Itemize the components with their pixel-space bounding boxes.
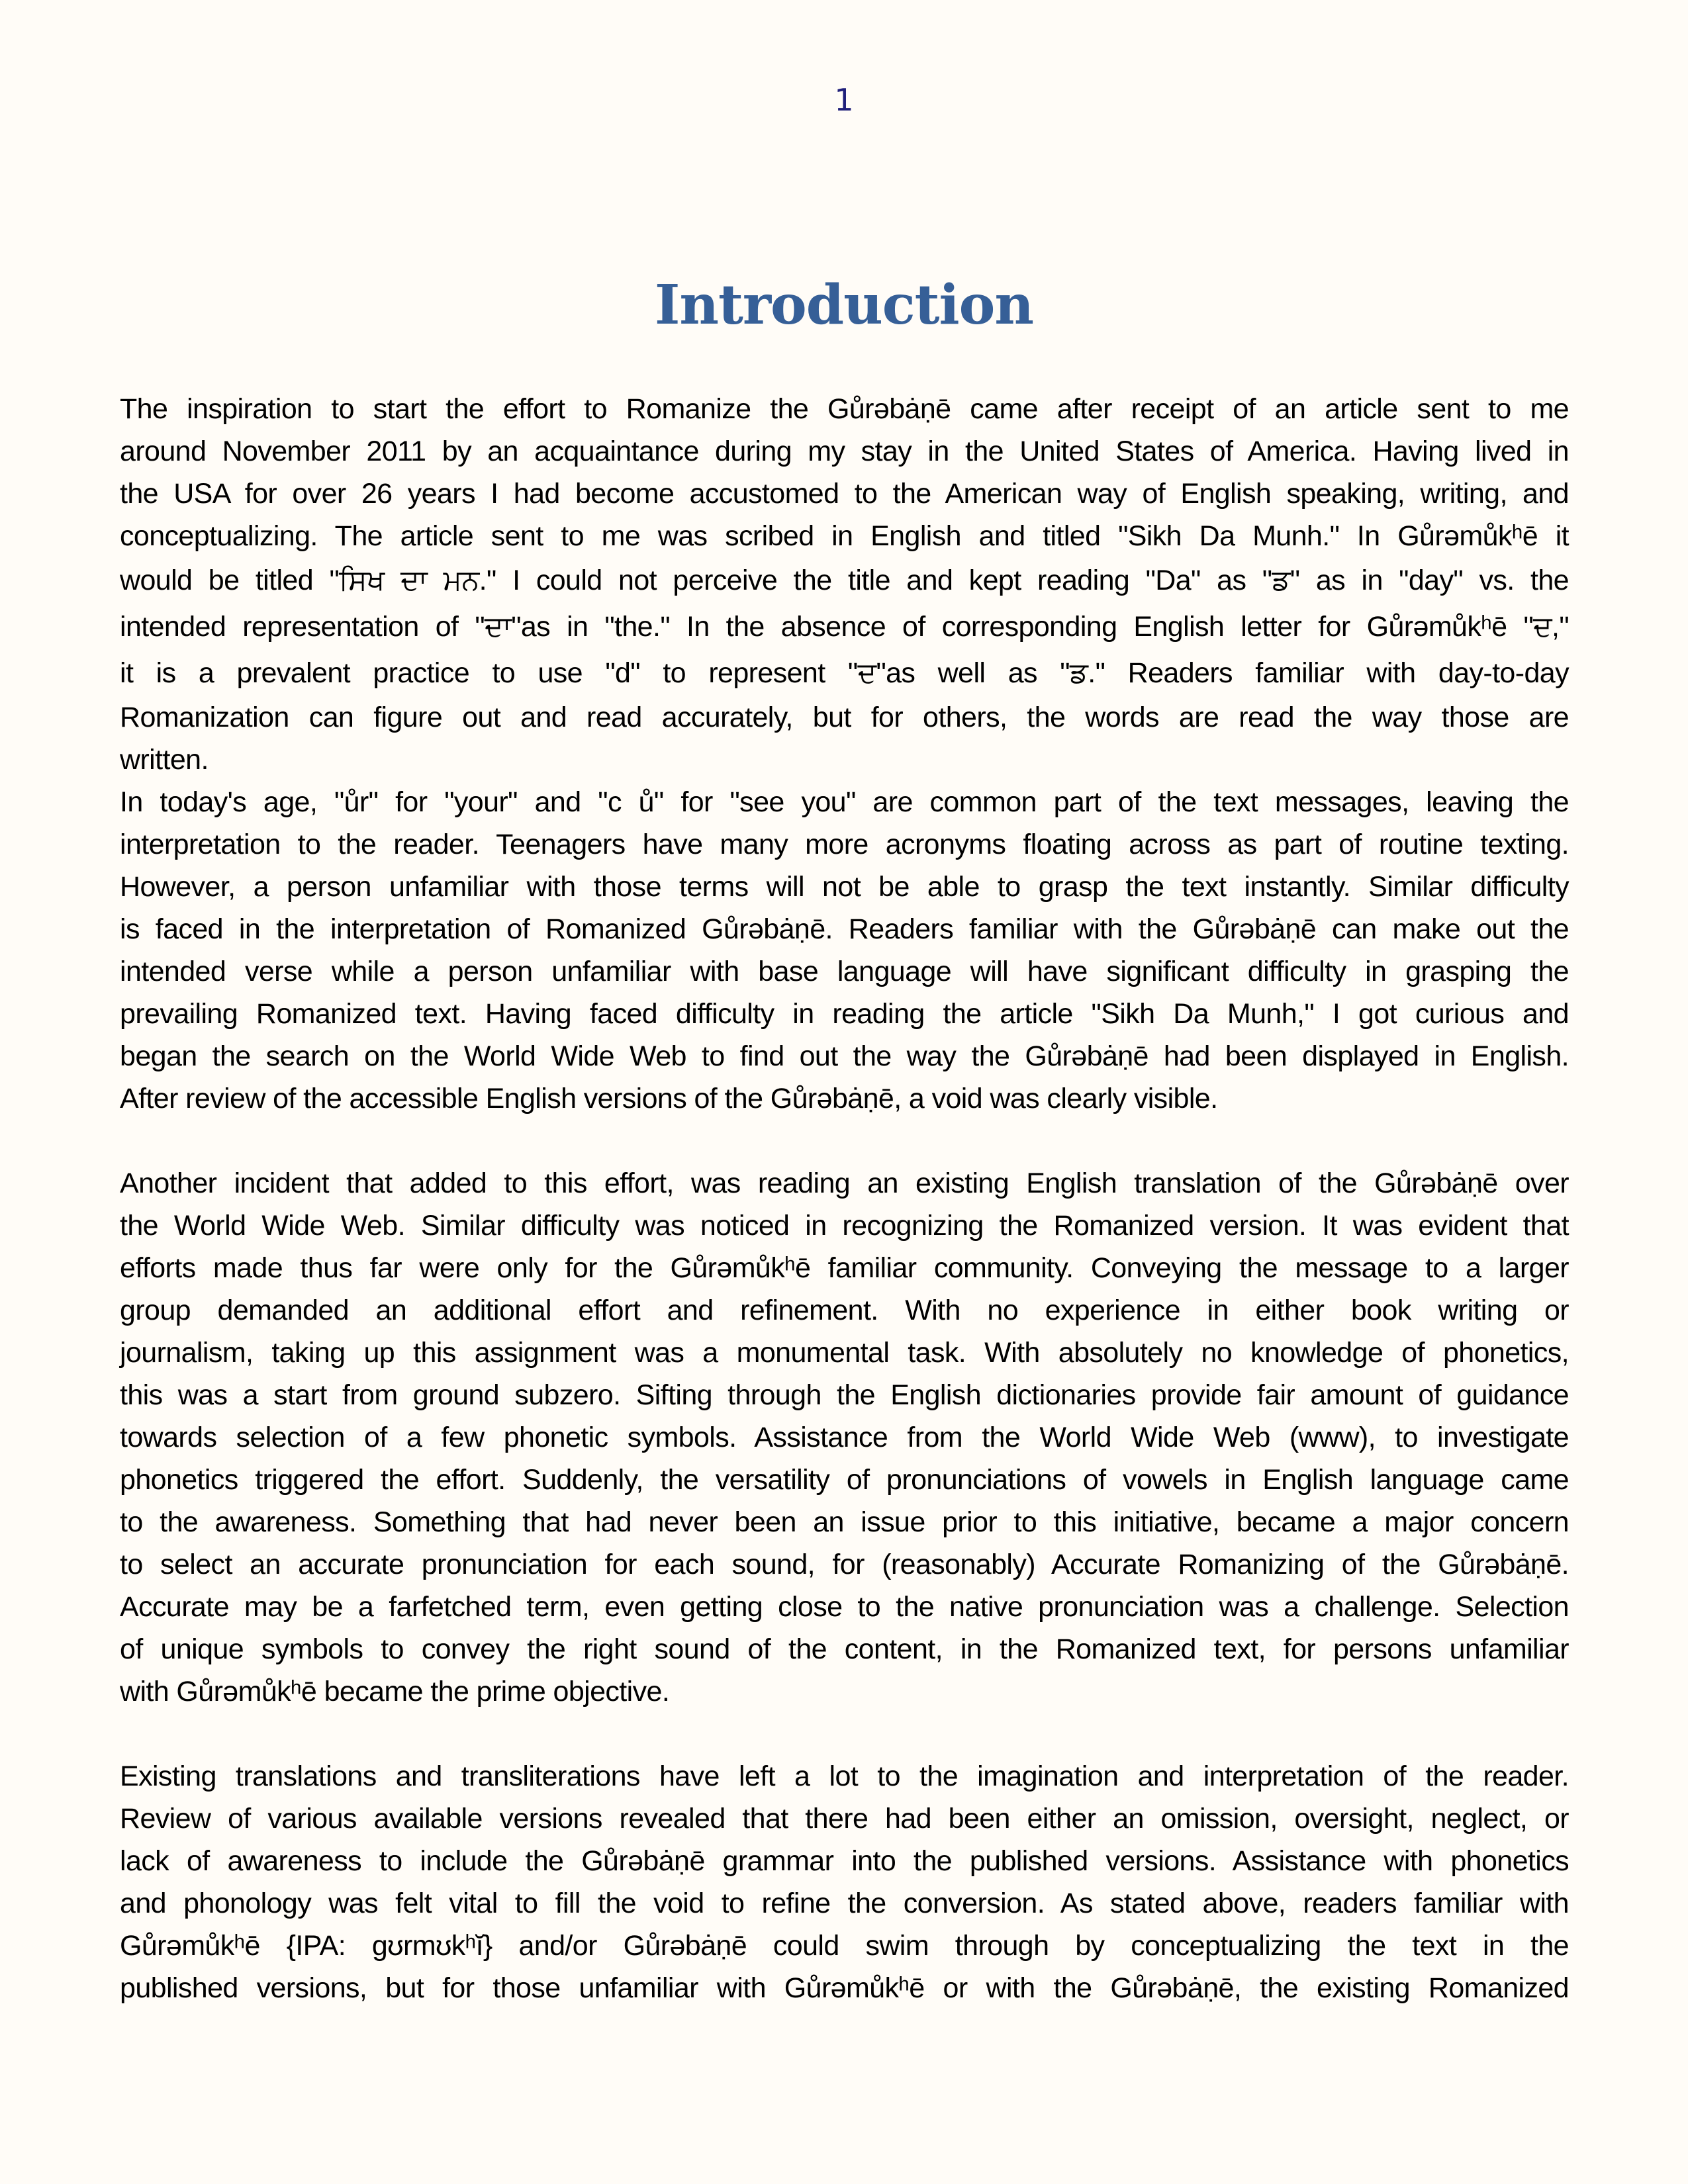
paragraph-1 bbox=[120, 388, 1569, 781]
body-text bbox=[120, 388, 1569, 2009]
text-line: with Gůrəmůkʰē became the prime objective. bbox=[120, 1676, 670, 1707]
text-line: would be titled "ਸਿਖ ਦਾ ਮਨ." I could not perceive the title and kept reading "Da" as "ਡ" as in "day" vs. the bbox=[120, 565, 1569, 596]
text-line: it is a prevalent practice to use "d" to represent "ਦ"as well as "ਡ." Readers familiar with day-to-day bbox=[120, 657, 1569, 689]
text-line: interpretation to the reader. Teenagers have many more acronyms floating across as part of routine texting. bbox=[120, 829, 1569, 860]
text-line: began the search on the World Wide Web to find out the way the Gůrəbȧṇē had been displayed in English. bbox=[120, 1040, 1569, 1072]
text-line: Another incident that added to this effort, was reading an existing English translation of the Gůrəbȧṇē over bbox=[120, 1167, 1569, 1199]
text-line: towards selection of a few phonetic symbols. Assistance from the World Wide Web (www), to investigate bbox=[120, 1422, 1569, 1453]
text-line: of unique symbols to convey the right sound of the content, in the Romanized text, for persons unfamiliar bbox=[120, 1633, 1569, 1665]
text-line: intended verse while a person unfamiliar with base language will have significant difficulty in grasping the bbox=[120, 956, 1569, 987]
text-line: Existing translations and transliterations have left a lot to the imagination and interpretation of the reader. bbox=[120, 1760, 1569, 1792]
text-line: around November 2011 by an acquaintance during my stay in the United States of America. Having lived in bbox=[120, 435, 1569, 467]
text-line: lack of awareness to include the Gůrəbȧṇē grammar into the published versions. Assistance with phonetics bbox=[120, 1845, 1569, 1877]
text-line: After review of the accessible English versions of the Gůrəbȧṇē, a void was clearly visible. bbox=[120, 1083, 1218, 1115]
text-line: published versions, but for those unfamiliar with Gůrəmůkʰē or with the Gůrəbȧṇē, the existing Romanized bbox=[120, 1972, 1569, 2004]
paragraph-spacer bbox=[120, 1120, 1569, 1162]
text-line: the USA for over 26 years I had become accustomed to the American way of English speaking, writing, and bbox=[120, 478, 1569, 510]
text-line: this was a start from ground subzero. Sifting through the English dictionaries provide fair amount of guidance bbox=[120, 1379, 1569, 1411]
text-line: Accurate may be a farfetched term, even getting close to the native pronunciation was a challenge. Selection bbox=[120, 1591, 1569, 1623]
paragraph-spacer bbox=[120, 1713, 1569, 1755]
text-line: However, a person unfamiliar with those terms will not be able to grasp the text instantly. Similar difficulty bbox=[120, 871, 1569, 903]
text-line: intended representation of "ਦਾ"as in "the." In the absence of corresponding English letter for Gůrəmůkʰē "ਦ," bbox=[120, 611, 1569, 643]
text-line: group demanded an additional effort and refinement. With no experience in either book writing or bbox=[120, 1295, 1569, 1326]
text-line: journalism, taking up this assignment was a monumental task. With absolutely no knowledge of phonetics, bbox=[120, 1337, 1569, 1369]
text-line: written. bbox=[120, 744, 209, 776]
page-number: 1 bbox=[834, 82, 854, 118]
text-line: phonetics triggered the effort. Suddenly, the versatility of pronunciations of vowels in English language came bbox=[120, 1464, 1569, 1496]
text-line: prevailing Romanized text. Having faced difficulty in reading the article "Sikh Da Munh," I got curious and bbox=[120, 998, 1569, 1030]
text-line: and phonology was felt vital to fill the void to refine the conversion. As stated above, readers familiar with bbox=[120, 1888, 1569, 1919]
text-line: Romanization can figure out and read accurately, but for others, the words are read the way those are bbox=[120, 702, 1569, 733]
text-line: Gůrəmůkʰē {IPA: gʊrmʊkʰĭ} and/or Gůrəbȧṇē could swim through by conceptualizing the text in the bbox=[120, 1930, 1569, 1962]
text-line: is faced in the interpretation of Romanized Gůrəbȧṇē. Readers familiar with the Gůrəbȧṇē can make out the bbox=[120, 913, 1569, 945]
text-line: conceptualizing. The article sent to me was scribed in English and titled "Sikh Da Munh." In Gůrəmůkʰē it bbox=[120, 520, 1569, 552]
text-line: to the awareness. Something that had never been an issue prior to this initiative, became a major concern bbox=[120, 1506, 1569, 1538]
text-line: to select an accurate pronunciation for each sound, for (reasonably) Accurate Romanizing of the Gůrəbȧṇē. bbox=[120, 1549, 1569, 1580]
text-line: The inspiration to start the effort to Romanize the Gůrəbȧṇē came after receipt of an article sent to me bbox=[120, 393, 1569, 425]
paragraph-4 bbox=[120, 1755, 1569, 2009]
text-line: In today's age, "ůr" for "your" and "c ů" for "see you" are common part of the text messages, leaving the bbox=[120, 786, 1569, 818]
text-line: Review of various available versions revealed that there had been either an omission, oversight, neglect, or bbox=[120, 1803, 1569, 1835]
paragraph-3 bbox=[120, 1162, 1569, 1713]
paragraph-2 bbox=[120, 781, 1569, 1120]
text-line: the World Wide Web. Similar difficulty was noticed in recognizing the Romanized version. It was evident that bbox=[120, 1210, 1569, 1242]
page-title: Introduction bbox=[655, 273, 1033, 337]
text-line: efforts made thus far were only for the Gůrəmůkʰē familiar community. Conveying the message to a larger bbox=[120, 1252, 1569, 1284]
